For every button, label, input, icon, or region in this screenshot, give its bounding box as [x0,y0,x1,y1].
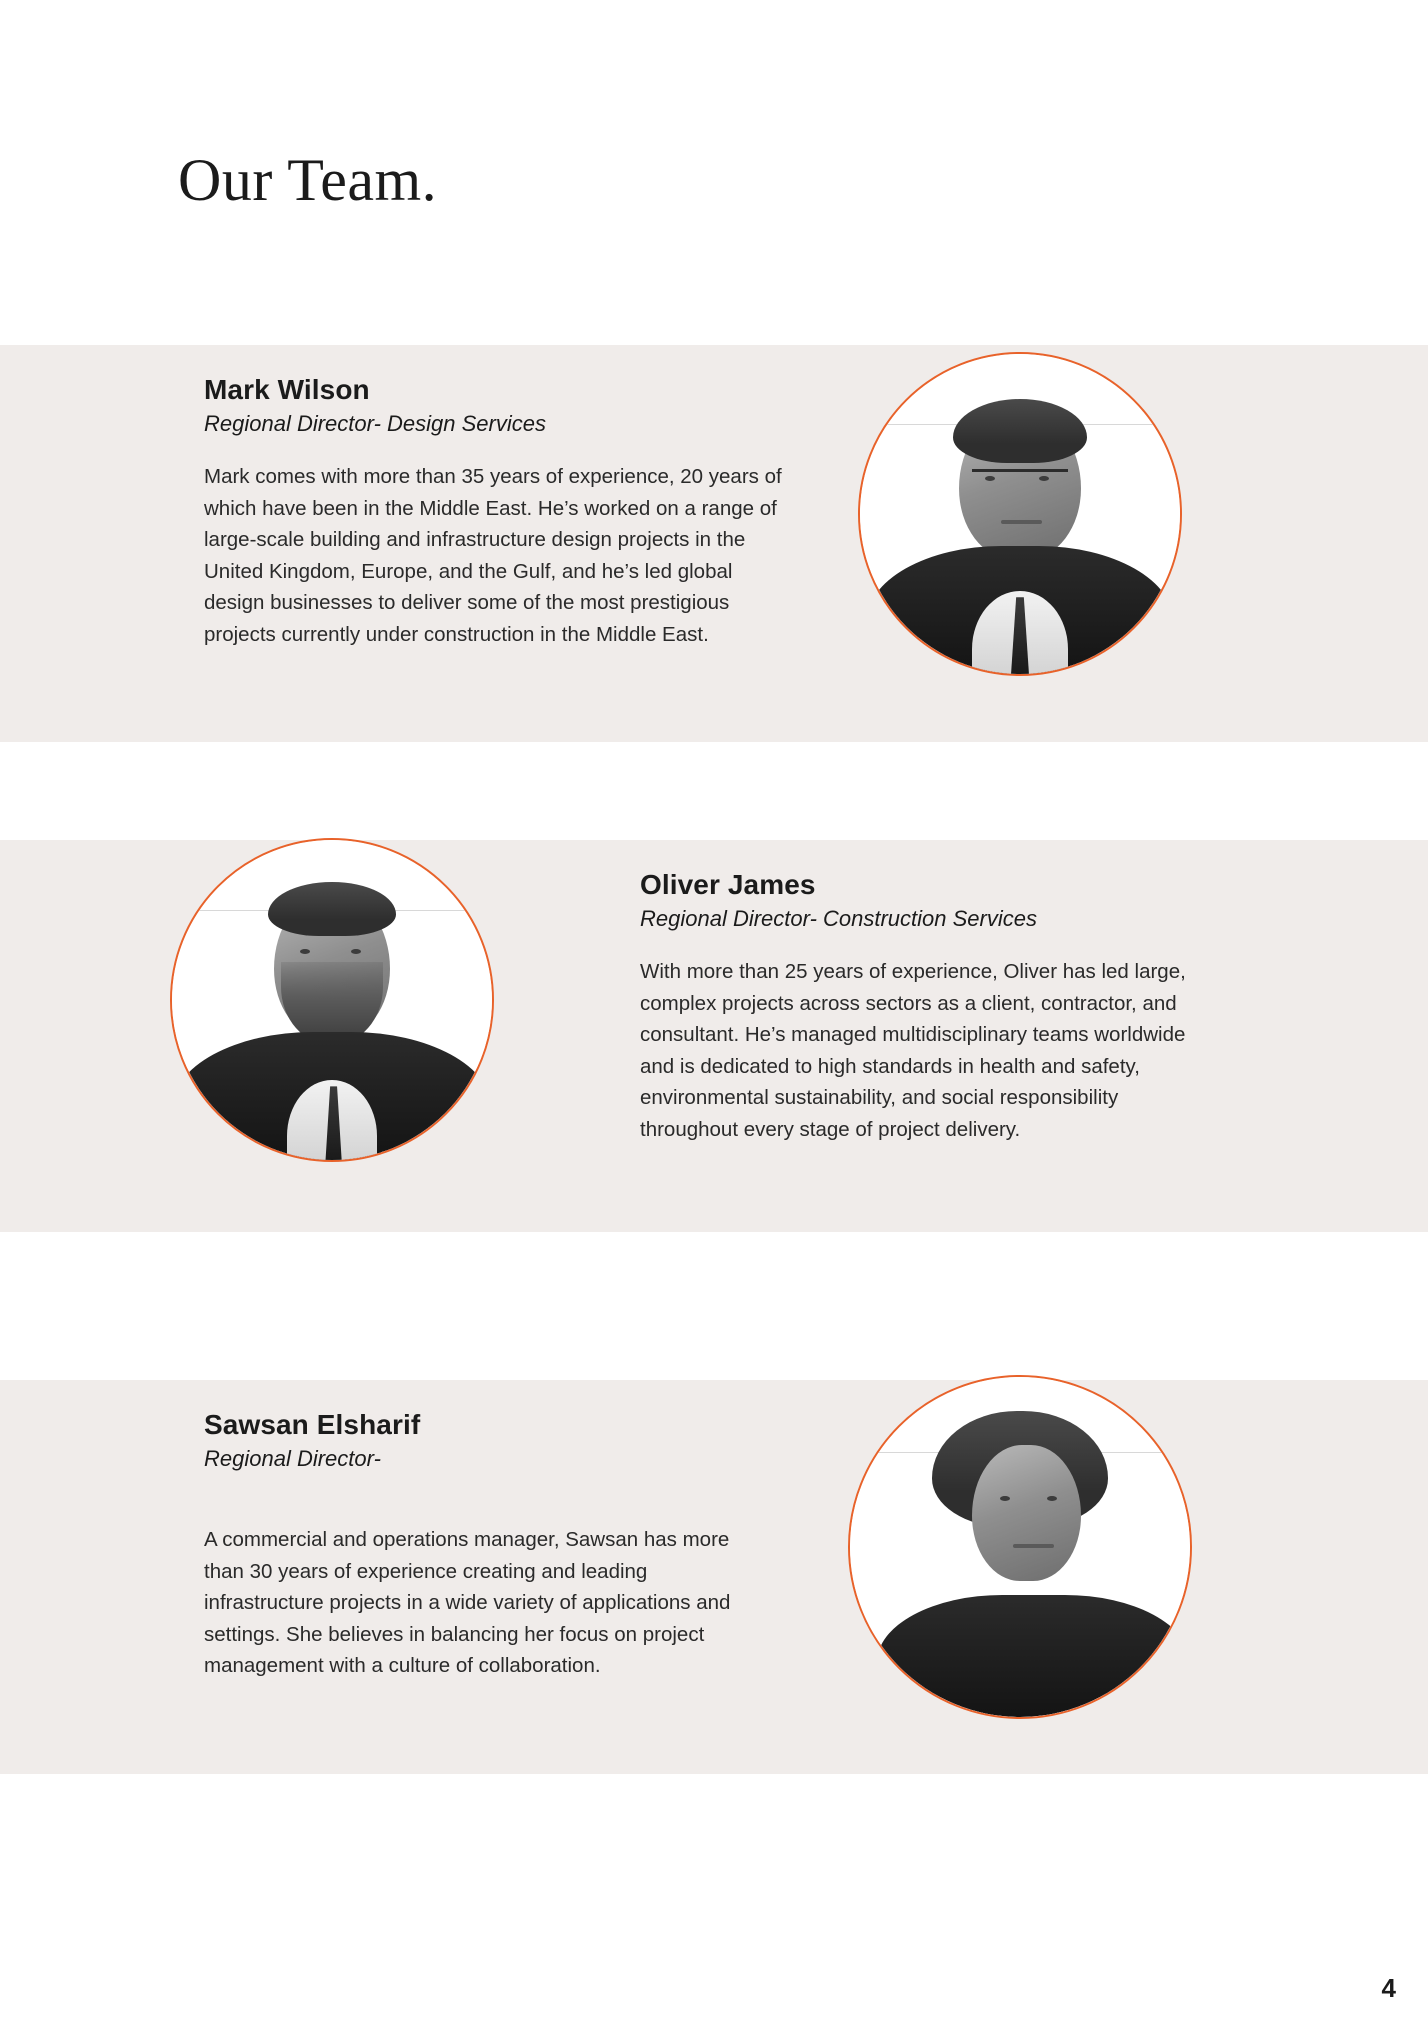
member-text-column [640,840,1220,1145]
team-member-card [0,345,1428,742]
person-silhouette [172,840,492,1160]
member-photo [172,840,492,1160]
member-name: Sawsan Elsharif [204,1409,421,1440]
member-role: Regional Director- Construction Services [640,906,1037,931]
portrait-mark-wilson [858,352,1182,676]
member-name: Mark Wilson [204,374,370,405]
page-number: 4 [1381,1973,1396,2003]
portrait-sawsan-elsharif [848,1375,1192,1719]
member-photo [850,1377,1190,1717]
member-text-column [204,1380,764,1682]
member-bio: With more than 25 years of experience, Oliver has led large, complex projects across sectors as a client, contractor, and consultant. He’s managed multidisciplinary teams worldwide and is dedicated to high standards in health and safety, environmental sustainability, and social responsibility throughout every stage of project delivery. [640,960,1186,1141]
person-silhouette [850,1377,1190,1717]
member-bio: A commercial and operations manager, Sawsan has more than 30 years of experience creating and leading infrastructure projects in a wide variety of applications and settings. She believes in balancing her focus on project management with a culture of collaboration. [204,1528,731,1677]
member-role: Regional Director- [204,1446,381,1471]
person-silhouette [860,354,1180,674]
team-member-card [0,1380,1428,1774]
portrait-oliver-james [170,838,494,1162]
member-bio: Mark comes with more than 35 years of experience, 20 years of which have been in the Middle East. He’s worked on a range of large-scale building and infrastructure design projects in the United Kingdom, Europe, and the Gulf, and he’s led global design businesses to deliver some of the most prestigious projects currently under construction in the Middle East. [204,465,782,646]
member-photo [860,354,1180,674]
page-title: Our Team. [178,147,438,214]
member-role: Regional Director- Design Services [204,411,546,436]
member-name: Oliver James [640,869,816,900]
member-text-column [204,345,784,650]
